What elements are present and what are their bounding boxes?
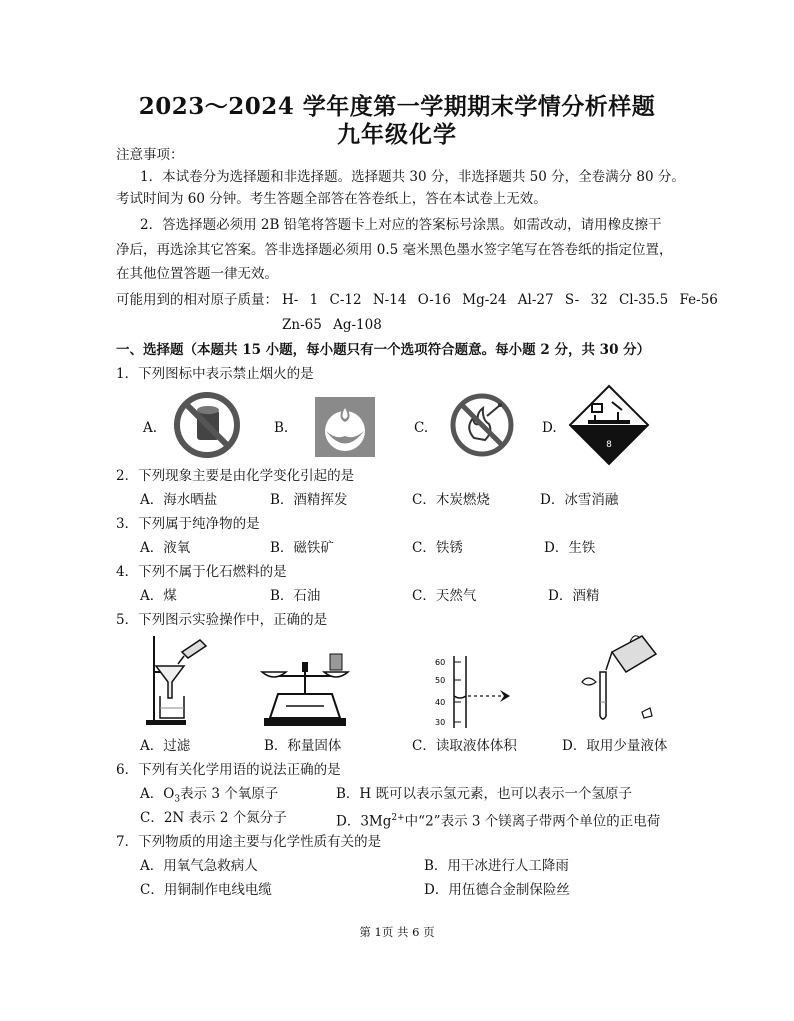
question-5-stem: 5．下列图示实验操作中，正确的是 bbox=[116, 612, 328, 628]
balance-scale-icon bbox=[256, 650, 354, 728]
q7-option-a: A．用氧气急救病人 bbox=[140, 858, 258, 874]
svg-text:60: 60 bbox=[435, 658, 446, 667]
q3-option-b: B．磁铁矿 bbox=[270, 540, 334, 556]
q5-option-a: A．过滤 bbox=[140, 738, 191, 754]
q2-option-d: D．冰雪消融 bbox=[540, 492, 619, 508]
q1-option-d-label: D. bbox=[542, 420, 557, 436]
atomic-mass-label: 可能用到的相对原子质量： bbox=[116, 292, 278, 308]
atomic-masses-line-2: Zn-65 Ag-108 bbox=[282, 317, 382, 333]
svg-text:50: 50 bbox=[435, 676, 446, 685]
graduated-cylinder-icon bbox=[434, 650, 516, 730]
water-saving-sign-icon bbox=[314, 396, 376, 458]
q7-option-c: C．用铜制作电线电缆 bbox=[140, 882, 272, 898]
question-3-stem: 3．下列属于纯净物的是 bbox=[116, 516, 260, 532]
notice-heading: 注意事项： bbox=[116, 147, 184, 163]
notice-line-5: 在其他位置答题一律无效。 bbox=[116, 266, 278, 282]
corrosive-hazard-sign-icon bbox=[568, 384, 650, 466]
notice-line-3: 2．答选择题必须用 2B 铅笔将答题卡上对应的答案标号涂黑。如需改动，请用橡皮擦干 bbox=[140, 217, 662, 233]
q5-option-c: C．读取液体体积 bbox=[412, 738, 517, 754]
page-subtitle: 九年级化学 bbox=[337, 121, 457, 148]
atomic-masses-line-1: H- 1 C-12 N-14 O-16 Mg-24 Al-27 S- 32 Cl-35.5 Fe-56 bbox=[282, 292, 718, 308]
q4-option-c: C．天然气 bbox=[412, 588, 477, 604]
q3-option-a: A．液氧 bbox=[140, 540, 191, 556]
no-fire-sign-icon bbox=[447, 392, 517, 458]
pouring-liquid-test-tube-icon bbox=[572, 632, 662, 728]
q4-option-b: B．石油 bbox=[270, 588, 321, 604]
no-dumping-sign-icon bbox=[172, 392, 242, 458]
section-heading: 一、选择题（本题共 15 小题，每小题只有一个选项符合题意。每小题 2 分，共 30 分） bbox=[116, 342, 651, 358]
question-2-stem: 2．下列现象主要是由化学变化引起的是 bbox=[116, 468, 355, 484]
q1-option-c-label: C. bbox=[414, 420, 429, 436]
notice-line-1: 1．本试卷分为选择题和非选择题。选择题共 30 分，非选择题共 50 分，全卷满分 80 分。 bbox=[140, 169, 685, 185]
q5-option-d: D．取用少量液体 bbox=[562, 738, 668, 754]
q7-option-d: D．用伍德合金制保险丝 bbox=[424, 882, 570, 898]
q6-option-b: B．H 既可以表示氢元素，也可以表示一个氢原子 bbox=[336, 786, 632, 802]
question-6-stem: 6．下列有关化学用语的说法正确的是 bbox=[116, 762, 341, 778]
svg-text:40: 40 bbox=[435, 698, 446, 707]
q2-option-b: B．酒精挥发 bbox=[270, 492, 348, 508]
q4-option-a: A．煤 bbox=[140, 588, 177, 604]
q1-option-b-label: B. bbox=[274, 420, 289, 436]
notice-line-2: 考试时间为 60 分钟。考生答题全部答在答卷纸上，答在本试卷上无效。 bbox=[116, 191, 547, 207]
q6-option-d: D．$3Mg^{2+}$中“2”表示 3 个镁离子带两个单位的正电荷 bbox=[336, 813, 661, 830]
q6-option-a: A．$O_3$表示 3 个氧原子 bbox=[140, 786, 279, 805]
filtration-apparatus-icon bbox=[144, 632, 214, 728]
q3-option-c: C．铁锈 bbox=[412, 540, 463, 556]
page-footer: 第 1页 共 6 页 bbox=[359, 925, 435, 939]
question-4-stem: 4．下列不属于化石燃料的是 bbox=[116, 564, 287, 580]
q7-option-b: B．用干冰进行人工降雨 bbox=[424, 858, 569, 874]
question-7-stem: 7．下列物质的用途主要与化学性质有关的是 bbox=[116, 834, 382, 850]
q1-option-a-label: A. bbox=[143, 420, 158, 436]
q3-option-d: D．生铁 bbox=[544, 540, 596, 556]
question-1-stem: 1．下列图标中表示禁止烟火的是 bbox=[116, 366, 314, 382]
svg-text:30: 30 bbox=[435, 718, 446, 727]
page-title: 2023～2024 学年度第一学期期末学情分析样题 bbox=[138, 93, 656, 120]
q6-option-c: C．2N 表示 2 个氮分子 bbox=[140, 810, 287, 826]
notice-line-4: 净后，再选涂其它答案。答非选择题必须用 0.5 毫米黑色墨水签字笔写在答卷纸的指定位置， bbox=[116, 242, 673, 258]
q2-option-a: A．海水晒盐 bbox=[140, 492, 218, 508]
q2-option-c: C．木炭燃烧 bbox=[412, 492, 490, 508]
q4-option-d: D．酒精 bbox=[548, 588, 600, 604]
q5-option-b: B．称量固体 bbox=[264, 738, 342, 754]
svg-text:8: 8 bbox=[606, 440, 612, 450]
